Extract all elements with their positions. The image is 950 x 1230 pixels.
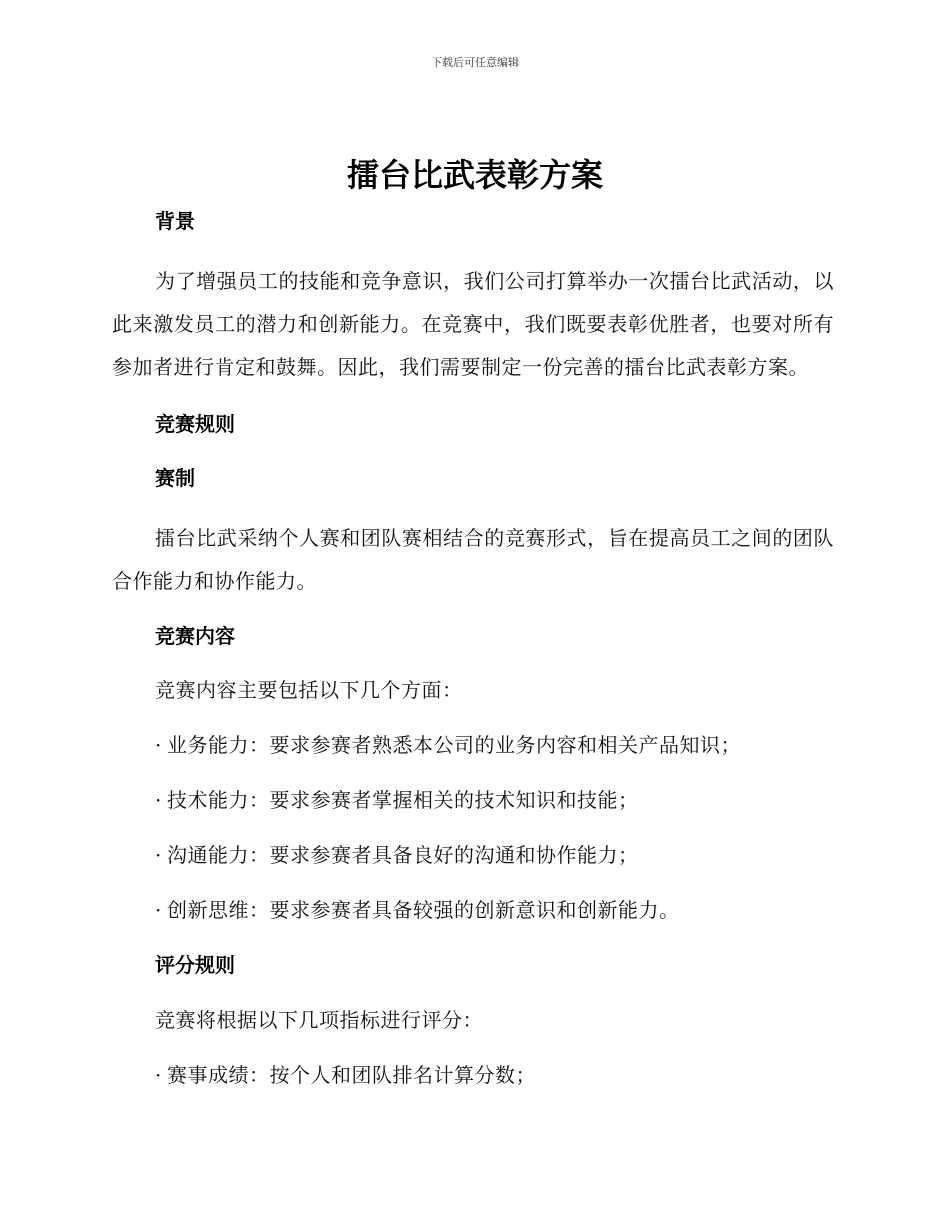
- list-item: [112, 729, 834, 761]
- background-paragraph: 为了增强员工的技能和竞争意识，我们公司打算举办一次擂台比武活动，以此来激发员工的潜力和创新能力。在竞赛中，我们既要表彰优胜者，也要对所有参加者进行肯定和鼓舞。因此，我们需要制定一份完善的擂台比武表彰方案。: [112, 269, 834, 379]
- bullet-icon: ·: [155, 733, 162, 757]
- format-heading: 赛制: [155, 466, 195, 490]
- list-item: [112, 1059, 834, 1091]
- list-item: [112, 839, 834, 871]
- bullet-icon: ·: [155, 1063, 162, 1087]
- content-heading: 竞赛内容: [155, 624, 235, 648]
- scoring-heading: 评分规则: [155, 953, 235, 977]
- list-item-text: 赛事成绩：按个人和团队排名计算分数；: [167, 1063, 536, 1087]
- page-title: 擂台比武表彰方案: [346, 156, 603, 194]
- content-intro: 竞赛内容主要包括以下几个方面：: [155, 678, 463, 702]
- scoring-intro: 竞赛将根据以下几项指标进行评分：: [155, 1008, 483, 1032]
- rules-heading: 竞赛规则: [155, 412, 235, 436]
- header-note: 下载后可任意编辑: [431, 56, 519, 69]
- list-item-text: 业务能力：要求参赛者熟悉本公司的业务内容和相关产品知识；: [167, 733, 741, 757]
- background-heading: 背景: [155, 209, 195, 233]
- document-body: [112, 205, 834, 1091]
- bullet-icon: ·: [155, 788, 162, 812]
- bullet-icon: ·: [155, 843, 162, 867]
- list-item-text: 沟通能力：要求参赛者具备良好的沟通和协作能力；: [167, 843, 639, 867]
- list-item-text: 创新思维：要求参赛者具备较强的创新意识和创新能力。: [167, 898, 680, 922]
- list-item: [112, 784, 834, 816]
- format-paragraph: 擂台比武采纳个人赛和团队赛相结合的竞赛形式，旨在提高员工之间的团队合作能力和协作能力。: [112, 526, 834, 593]
- list-item: [112, 894, 834, 926]
- list-item-text: 技术能力：要求参赛者掌握相关的技术知识和技能；: [167, 788, 639, 812]
- bullet-icon: ·: [155, 898, 162, 922]
